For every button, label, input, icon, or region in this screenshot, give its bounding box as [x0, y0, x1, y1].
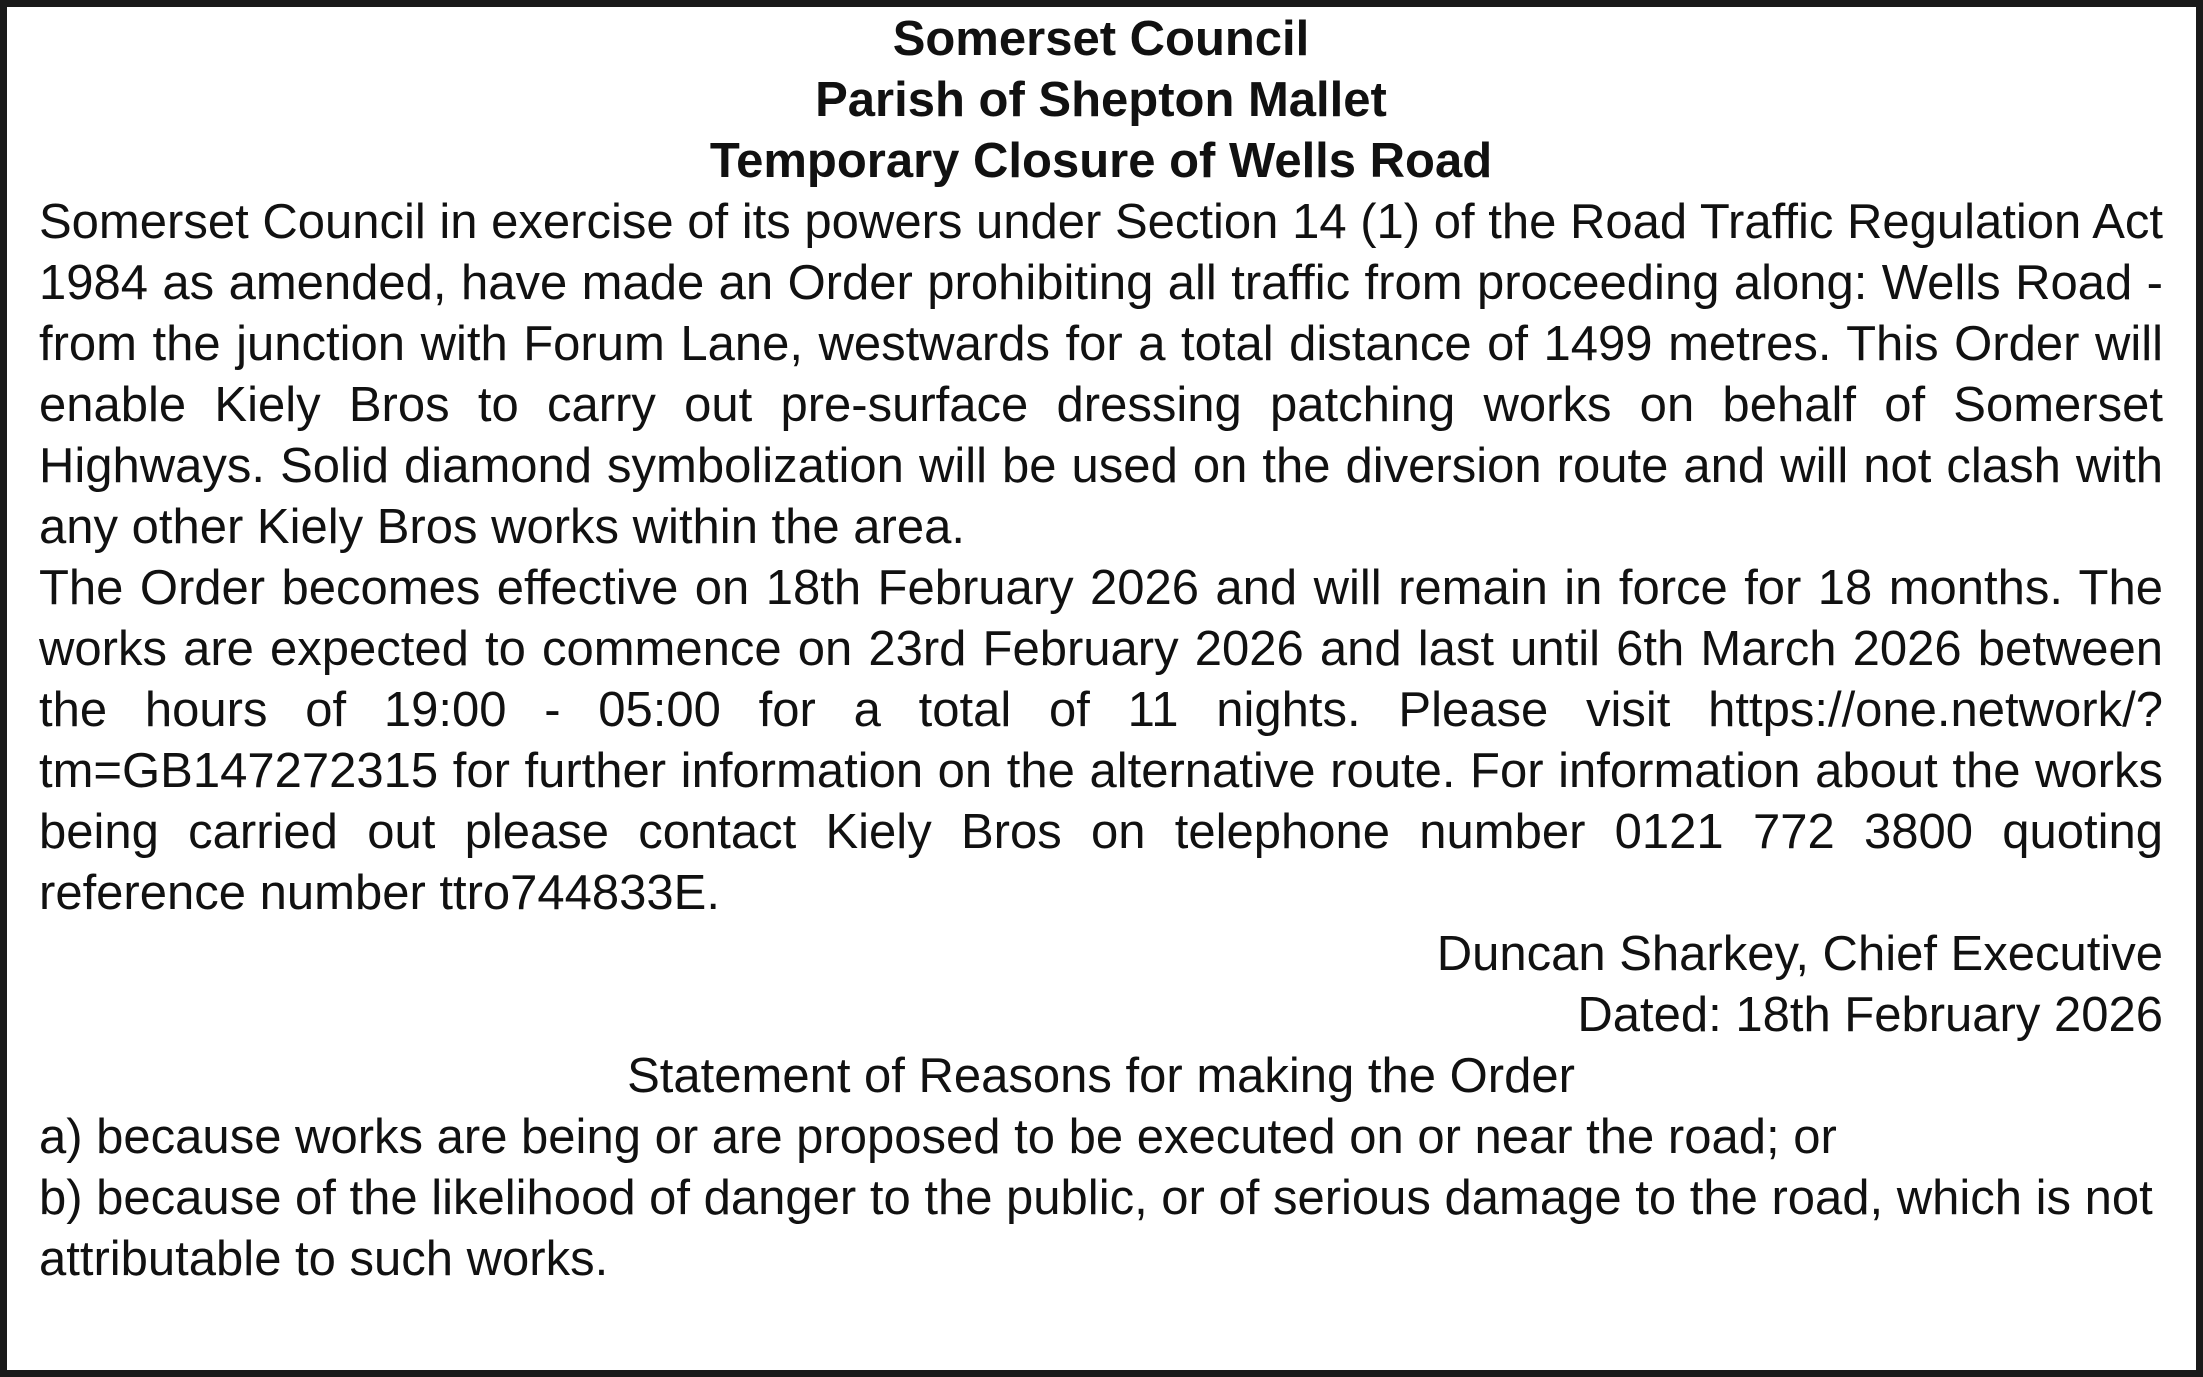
notice-parish-heading: Parish of Shepton Mallet [815, 73, 1387, 127]
signatory: Duncan Sharkey, Chief Executive [1436, 927, 2163, 981]
order-paragraph: Somerset Council in exercise of its powers under Section 14 (1) of the Road Traffic Regulation Act 1984 as amended, have made an Order prohibiting all traffic from proceeding along: Wells Road - from the junction with Forum Lane, westwards for a total distance of 1499 metres. This Order will enable Kiely Bros to carry out pre-surface dressing patching works on behalf of Somerset Highways. Solid diamond symbolization will be used on the diversion route and will not clash with any other Kiely Bros works within the area. [39, 195, 2163, 554]
dates-paragraph: The Order becomes effective on 18th February 2026 and will remain in force for 18 months. The works are expected to commence on 23rd February 2026 and last until 6th March 2026 between the hours of 19:00 - 05:00 for a total of 11 nights. Please visit https://one.network/?tm=GB147272315 for further information on the alternative route. For information about the works being carried out please contact Kiely Bros on telephone number 0121 772 3800 quoting reference number ttro744833E. [39, 561, 2163, 920]
notice-title: Temporary Closure of Wells Road [709, 134, 1493, 188]
reason-b: b) because of the likelihood of danger to the public, or of serious damage to the road, which is not attributable to such works. [39, 1171, 2153, 1286]
reason-a: a) because works are being or are proposed to be executed on or near the road; or [39, 1110, 1837, 1164]
notice-council-heading: Somerset Council [892, 12, 1310, 66]
reasons-heading: Statement of Reasons for making the Order [627, 1049, 1575, 1103]
dated-line: Dated: 18th February 2026 [1577, 988, 2163, 1042]
